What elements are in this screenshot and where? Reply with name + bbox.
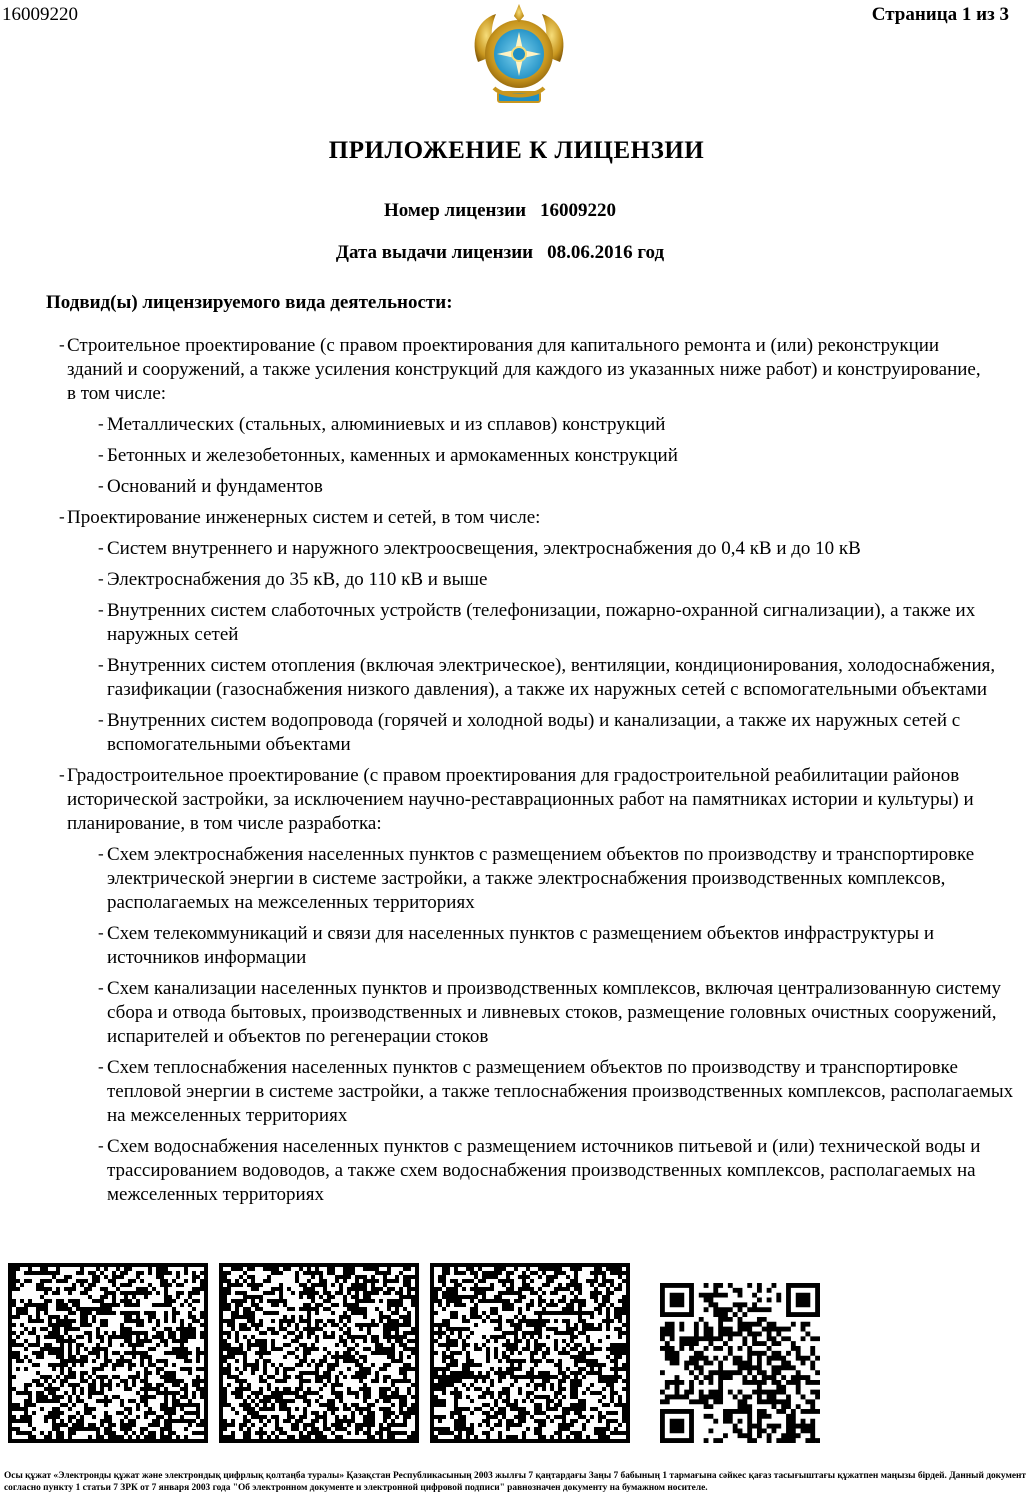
dash-bullet: - — [98, 923, 104, 942]
sub-activity-text: Внутренних систем отопления (включая электрическое), вентиляции, кондиционирования, холодоснабжения, газификации (газоснабжения низкого давления), а также их наружных сетей с вспомогательными объектами — [107, 655, 996, 700]
activity-text: Строительное проектирование (с правом проектирования для капитального ремонта и (или) реконструкции зданий и сооружений, а также усиления конструкций для каждого из указанных ниже работ) и конструирование, в том числе: — [67, 335, 981, 404]
2d-barcode-icon — [8, 1263, 208, 1443]
dash-bullet: - — [98, 978, 104, 997]
legal-footer — [0, 1470, 1033, 1494]
license-date-value: 08.06.2016 год — [547, 242, 665, 263]
sub-activity-item — [0, 977, 1033, 1049]
sub-activity-item — [0, 599, 1033, 647]
dash-bullet: - — [98, 569, 104, 588]
sub-activity-text: Схем теплоснабжения населенных пунктов с размещением объектов по производству и транспортировке тепловой энергии в системе застройки, а также теплоснабжения производственных комплексов, располагаемых на межселенных территориях — [107, 1057, 1014, 1126]
qr-code-icon — [660, 1283, 820, 1443]
dash-bullet: - — [98, 445, 104, 464]
sub-activity-item — [0, 568, 1033, 592]
code-strip — [0, 1263, 1033, 1443]
sub-activity-text: Внутренних систем водопровода (горячей и холодной воды) и канализации, а также их наружных сетей с вспомогательными объектами — [107, 710, 961, 755]
dash-bullet: - — [98, 476, 104, 495]
sub-activity-text: Оснований и фундаментов — [107, 476, 323, 497]
sub-activity-text: Схем водоснабжения населенных пунктов с размещением источников питьевой и (или) технической воды и трассированием водоводов, а также схем водоснабжения производственных комплексов, располагаемых на межселенных территориях — [107, 1136, 981, 1205]
footer-russian: Данный документ согласно пункту 1 статьи 7 ЗРК от 7 января 2003 года "Об электронном документе и электронной цифровой подписи" равнозначен документу на бумажном носителе. — [4, 1471, 1027, 1493]
2d-barcode-icon — [219, 1263, 419, 1443]
dash-bullet: - — [59, 507, 65, 526]
dash-bullet: - — [98, 414, 104, 433]
dash-bullet: - — [98, 538, 104, 557]
section-heading: Подвид(ы) лицензируемого вида деятельности: — [46, 292, 453, 313]
license-date-row — [0, 242, 1000, 264]
dash-bullet: - — [98, 844, 104, 863]
sub-activity-item — [0, 654, 1033, 702]
sub-activity-text: Схем телекоммуникаций и связи для населенных пунктов с размещением объектов инфраструктуры и источников информации — [107, 923, 935, 968]
sub-activity-text: Систем внутреннего и наружного электроосвещения, электроснабжения до 0,4 кВ и до 10 кВ — [107, 538, 861, 559]
activity-text: Проектирование инженерных систем и сетей, в том числе: — [67, 507, 541, 528]
footer-kazakh: Осы құжат «Электронды құжат және электрондық цифрлық қолтаңба туралы» Қазақстан Республикасының 2003 жылғы 7 қаңтардағы Заңы 7 бабының 1 тармағына сәйкес қағаз тасығыштағы құжатпен маңызы бірдей. — [4, 1471, 947, 1481]
license-number-row — [0, 200, 1000, 222]
license-date-label: Дата выдачи лицензии — [335, 242, 534, 263]
sub-activity-item — [0, 1135, 1033, 1207]
dash-bullet: - — [98, 600, 104, 619]
sub-activity-item — [0, 709, 1033, 757]
dash-bullet: - — [98, 710, 104, 729]
sub-activity-item — [0, 1056, 1033, 1128]
sub-activity-item — [0, 475, 1033, 499]
dash-bullet: - — [98, 1057, 104, 1076]
license-number-label: Номер лицензии — [383, 200, 527, 221]
dash-bullet: - — [59, 335, 65, 354]
license-number-value: 16009220 — [540, 200, 617, 221]
sub-activity-item — [0, 922, 1033, 970]
activity-item — [0, 334, 1033, 406]
doc-number: 16009220 — [2, 4, 78, 25]
sub-activity-text: Бетонных и железобетонных, каменных и армокаменных конструкций — [107, 445, 678, 466]
sub-activity-item — [0, 444, 1033, 468]
activity-text: Градостроительное проектирование (с правом проектирования для градостроительной реабилитации районов исторической застройки, за исключением научно-реставрационных работ на памятниках истории и культуры) и планирование, в том числе разработка: — [67, 765, 974, 834]
activity-item — [0, 764, 1033, 836]
sub-activity-text: Схем канализации населенных пунктов и производственных комплексов, включая централизованную систему сбора и отвода бытовых, производственных и ливневых стоков, размещение головных очистных сооружений, испарителей и объектов по регенерации стоков — [107, 978, 1002, 1047]
sub-activity-text: Внутренних систем слаботочных устройств (телефонизации, пожарно-охранной сигнализации), а также их наружных сетей — [107, 600, 976, 645]
2d-barcode-icon — [430, 1263, 630, 1443]
dash-bullet: - — [98, 1136, 104, 1155]
sub-activity-item — [0, 843, 1033, 915]
page-counter: Страница 1 из 3 — [871, 4, 1009, 25]
page-title: ПРИЛОЖЕНИЕ К ЛИЦЕНЗИИ — [328, 137, 705, 164]
dash-bullet: - — [59, 765, 65, 784]
activity-list — [0, 334, 1033, 1214]
sub-activity-item — [0, 537, 1033, 561]
sub-activity-text: Электроснабжения до 35 кВ, до 110 кВ и выше — [107, 569, 488, 590]
activity-item — [0, 506, 1033, 530]
sub-activity-item — [0, 413, 1033, 437]
sub-activity-text: Металлических (стальных, алюминиевых и из сплавов) конструкций — [107, 414, 666, 435]
sub-activity-text: Схем электроснабжения населенных пунктов с размещением объектов по производству и транспортировке электрической энергии в системе застройки, а также электроснабжения производственных комплексов, располагаемых на межселенных территориях — [107, 844, 975, 913]
kazakhstan-state-emblem-icon — [468, 2, 570, 112]
dash-bullet: - — [98, 655, 104, 674]
